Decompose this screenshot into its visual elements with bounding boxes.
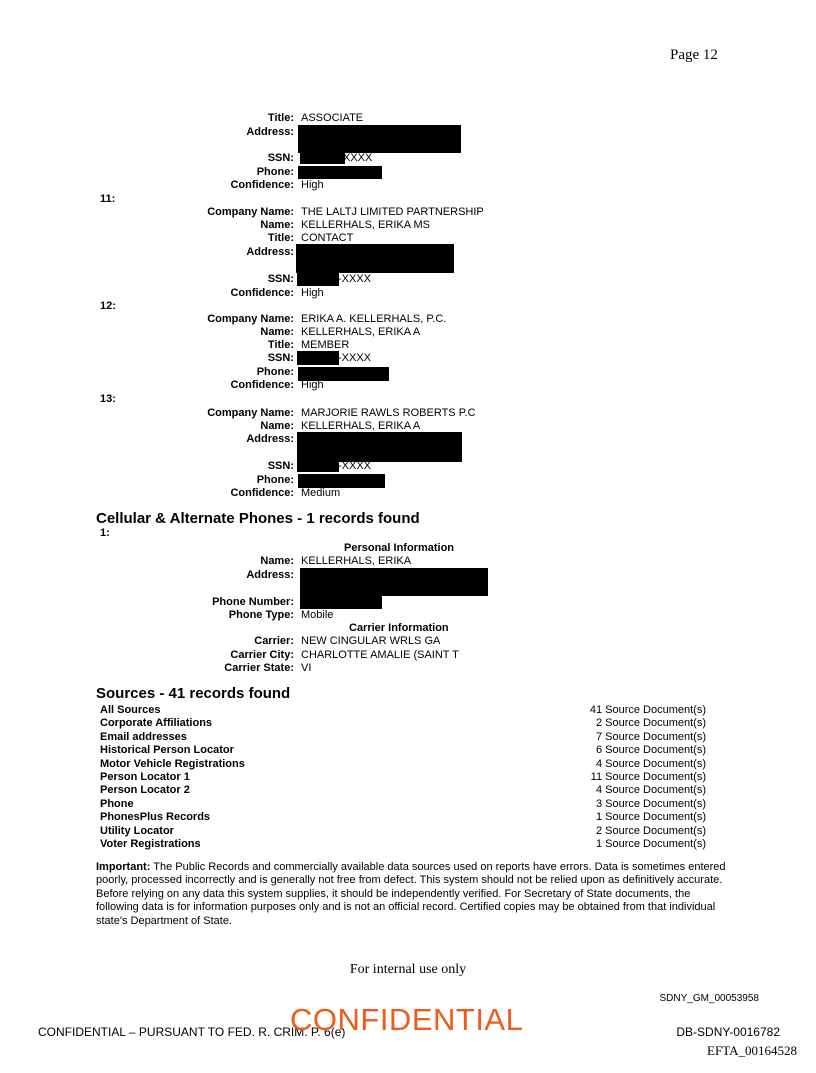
field-label: Confidence: — [230, 287, 294, 299]
source-count: 11 Source Document(s) — [590, 771, 706, 783]
source-name: PhonesPlus Records — [100, 811, 211, 824]
field-label: Confidence: — [230, 179, 294, 191]
field-value: MEMBER — [301, 339, 350, 351]
field-label: Name: — [260, 326, 294, 338]
record-index: 13: — [100, 393, 116, 405]
field-value: KELLERHALS, ERIKA A — [301, 326, 421, 338]
field-label: Title: — [267, 112, 294, 124]
field-label: Phone Type: — [228, 609, 294, 621]
field-label: Carrier City: — [230, 649, 294, 661]
internal-use-notice: For internal use only — [349, 962, 467, 977]
field-value: KELLERHALS, ERIKA MS — [301, 219, 430, 231]
redaction-box — [300, 568, 488, 596]
source-name: Email addresses — [100, 730, 187, 743]
field-value: CONTACT — [301, 232, 354, 244]
redaction-box — [300, 595, 382, 609]
important-text: The Public Records and commercially available data sources used on reports have errors. Data is sometimes entered poorly, processed incorrectly and is generally not free from defect. This system should not be relied upon as definitively accurate. Before relying on any data this system supplies, it should be independently verified. For Secretary of State documents, the following data is for information purposes only and is not an official record. Certified copies may be obtained from that individual state's Department of State. — [96, 861, 726, 927]
important-notice — [96, 861, 726, 928]
field-label: Company Name: — [207, 206, 294, 218]
page-number: Page 12 — [670, 47, 718, 63]
field-value: -XXXX — [338, 460, 372, 472]
source-count: 41 Source Document(s) — [589, 704, 706, 716]
source-name: All Sources — [100, 704, 161, 716]
field-label: Address: — [246, 126, 294, 138]
field-label: Address: — [246, 433, 294, 445]
field-value: NEW CINGULAR WRLS GA — [301, 635, 441, 647]
carrier-info-heading: Carrier Information — [349, 622, 449, 634]
source-name: Motor Vehicle Registrations — [100, 757, 245, 770]
field-value: VI — [301, 662, 312, 674]
field-value: High — [301, 179, 324, 191]
source-name: Corporate Affiliations — [100, 717, 213, 730]
section-title: Sources - 41 records found — [96, 685, 291, 702]
field-value: THE LALTJ LIMITED PARTNERSHIP — [301, 206, 484, 218]
record-index: 12: — [100, 300, 116, 312]
field-label: Name: — [260, 420, 294, 432]
section-title: Cellular & Alternate Phones - 1 records found — [96, 510, 420, 527]
redaction-box — [297, 458, 339, 472]
bates-number-gm: SDNY_GM_00053958 — [659, 993, 759, 1004]
field-value: CHARLOTTE AMALIE (SAINT T — [301, 649, 459, 661]
source-count: 7 Source Document(s) — [595, 730, 706, 743]
redaction-box — [297, 272, 339, 286]
personal-info-heading: Personal Information — [344, 542, 455, 554]
field-label: Phone: — [256, 166, 294, 178]
field-label: Phone Number: — [212, 596, 294, 608]
field-label: Name: — [260, 219, 294, 231]
field-label: Carrier: — [254, 635, 294, 647]
field-value: Mobile — [301, 609, 334, 621]
field-value: ASSOCIATE — [301, 112, 364, 124]
source-count: 2 Source Document(s) — [595, 824, 706, 837]
record-index: 1: — [100, 527, 110, 539]
field-label: Carrier State: — [224, 662, 294, 674]
field-label: Address: — [246, 246, 294, 258]
source-count: 1 Source Document(s) — [595, 838, 706, 850]
field-value: -XXXX — [338, 352, 372, 364]
efta-number: EFTA_00164528 — [707, 1043, 797, 1058]
source-name: Voter Registrations — [100, 838, 201, 850]
redaction-box — [298, 125, 461, 153]
field-label: SSN: — [267, 273, 294, 285]
field-value: High — [301, 379, 324, 391]
field-label: SSN: — [267, 460, 294, 472]
source-count: 4 Source Document(s) — [595, 757, 706, 770]
source-count: 2 Source Document(s) — [595, 717, 706, 730]
source-count: 1 Source Document(s) — [595, 811, 706, 824]
redaction-box — [297, 351, 339, 365]
field-value: XXXX — [343, 152, 373, 164]
redaction-box — [296, 244, 454, 273]
field-label: Title: — [267, 339, 294, 351]
field-value: KELLERHALS, ERIKA — [301, 555, 412, 567]
bates-number-db: DB-SDNY-0016782 — [676, 1025, 780, 1039]
field-label: Title: — [267, 232, 294, 244]
field-value: KELLERHALS, ERIKA A — [301, 420, 421, 432]
field-label: SSN: — [267, 152, 294, 164]
redaction-box — [298, 474, 385, 488]
field-value: High — [301, 287, 324, 299]
field-label: Name: — [260, 555, 294, 567]
source-count: 4 Source Document(s) — [595, 784, 706, 797]
source-name: Person Locator 2 — [100, 784, 190, 797]
field-label: Confidence: — [230, 487, 294, 499]
source-name: Phone — [100, 797, 134, 810]
field-label: Phone: — [256, 474, 294, 486]
field-label: Address: — [246, 569, 294, 581]
field-value: Medium — [301, 487, 341, 499]
important-label: Important: — [96, 861, 151, 873]
field-value: MARJORIE RAWLS ROBERTS P.C — [301, 407, 476, 419]
source-name: Utility Locator — [100, 824, 174, 837]
redaction-box — [300, 152, 345, 164]
field-value: -XXXX — [338, 273, 372, 285]
field-label: Company Name: — [207, 313, 294, 325]
field-label: Confidence: — [230, 379, 294, 391]
record-index: 11: — [100, 193, 116, 205]
redaction-box — [298, 166, 382, 179]
field-label: SSN: — [267, 352, 294, 364]
field-label: Company Name: — [207, 407, 294, 419]
source-count: 6 Source Document(s) — [595, 744, 706, 757]
source-name: Historical Person Locator — [100, 744, 234, 757]
field-value: ERIKA A. KELLERHALS, P.C. — [301, 313, 447, 325]
field-label: Phone: — [256, 366, 294, 378]
source-name: Person Locator 1 — [100, 771, 190, 783]
source-count: 3 Source Document(s) — [595, 797, 706, 810]
confidential-stamp: CONFIDENTIAL — [290, 1002, 524, 1037]
confidential-notice: CONFIDENTIAL – PURSUANT TO FED. R. CRIM. P. 6(e) — [38, 1025, 346, 1039]
